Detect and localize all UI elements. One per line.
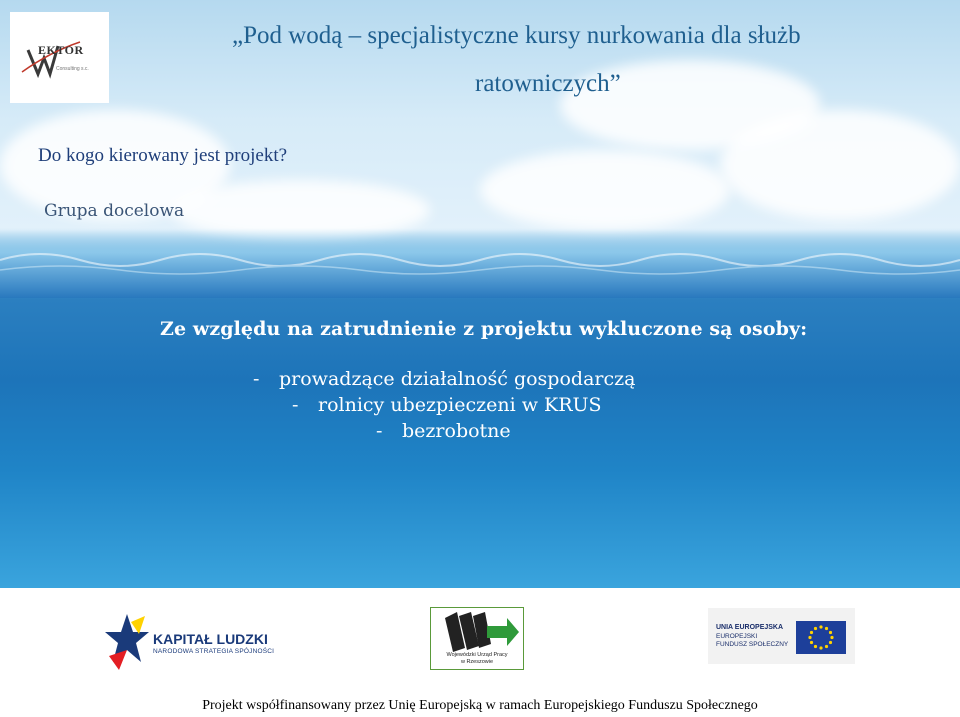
wup-line1: Wojewódzki Urząd Pracy: [446, 652, 508, 658]
list-item: [253, 368, 635, 390]
list-item-text: prowadzące działalność gospodarczą: [279, 368, 636, 390]
wup-line2: w Rzeszowie: [460, 659, 494, 665]
list-item: [376, 420, 511, 442]
wup-caption: [430, 652, 524, 666]
cloud: [480, 150, 730, 230]
question-heading: Do kogo kierowany jest projekt?: [38, 145, 288, 166]
eu-stars-icon: [796, 621, 846, 654]
cofinancing-note: Projekt współfinansowany przez Unię Europejską w ramach Europejskiego Funduszu Społecznego: [202, 698, 758, 713]
list-dash: -: [253, 368, 260, 390]
list-item-text: bezrobotne: [402, 420, 511, 442]
exclusion-intro: Ze względu na zatrudnienie z projektu wykluczone są osoby:: [160, 318, 808, 340]
list-dash: -: [376, 420, 383, 442]
wave-ripples: [0, 240, 960, 280]
list-item: [292, 394, 602, 416]
page-title-line2: ratowniczych”: [475, 70, 621, 97]
kapital-ludzki-subtitle: NARODOWA STRATEGIA SPÓJNOŚCI: [153, 648, 275, 655]
eu-line3: FUNDUSZ SPOŁECZNY: [716, 641, 789, 648]
eu-flag-icon: [796, 621, 846, 654]
list-dash: -: [292, 394, 299, 416]
section-label: Grupa docelowa: [44, 201, 185, 221]
kapital-ludzki-title: KAPITAŁ LUDZKI: [153, 631, 268, 647]
eu-line1: UNIA EUROPEJSKA: [716, 624, 784, 631]
cloud: [720, 110, 960, 220]
logo-text: EKTOR: [38, 43, 84, 57]
page-title-line1: „Pod wodą – specjalistyczne kursy nurkowania dla służb: [232, 22, 801, 49]
eu-line2: EUROPEJSKI: [716, 633, 758, 640]
wup-arrow-icon: [431, 610, 523, 655]
logo-subtext: Consulting s.c.: [56, 66, 89, 72]
kapital-ludzki-icon: [105, 612, 149, 670]
list-item-text: rolnicy ubezpieczeni w KRUS: [318, 394, 602, 416]
